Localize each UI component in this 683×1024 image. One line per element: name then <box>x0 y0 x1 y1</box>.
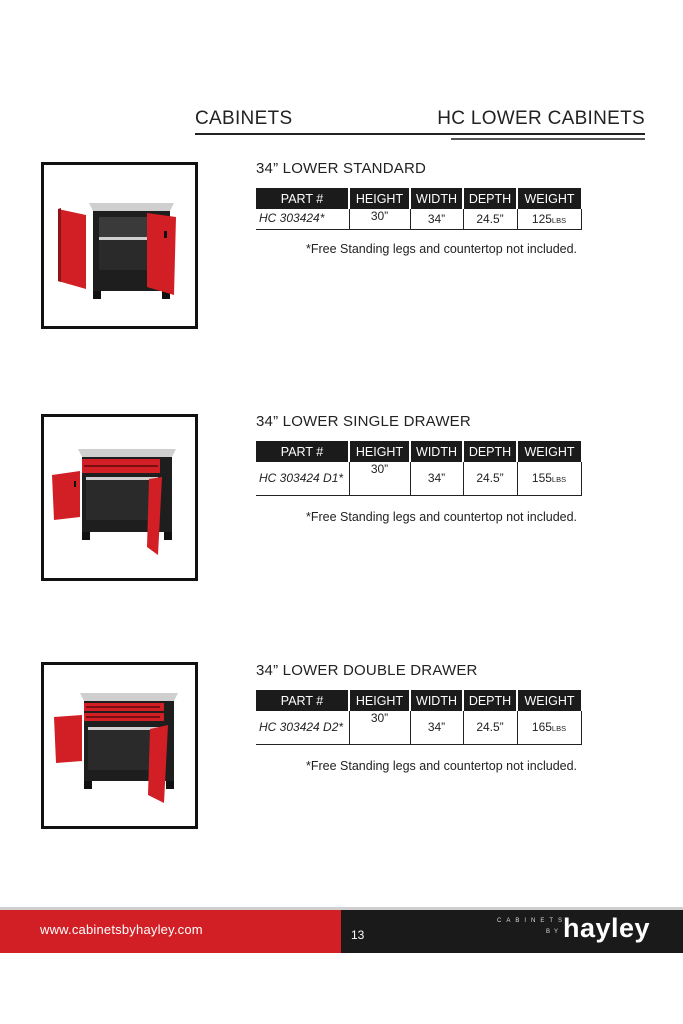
product-note: *Free Standing legs and countertop not included. <box>306 242 578 256</box>
width-value: 34” <box>410 711 463 744</box>
width-value: 34” <box>410 462 463 495</box>
weight-unit: LBS <box>551 215 567 225</box>
website-link[interactable]: www.cabinetsbyhayley.com <box>40 922 203 937</box>
product-title: 34” LOWER DOUBLE DRAWER <box>256 662 478 679</box>
header-weight: WEIGHT <box>517 441 581 462</box>
page-number: 13 <box>351 928 365 942</box>
spec-table-header-row <box>256 188 581 209</box>
header-width: WIDTH <box>410 690 463 711</box>
cabinet-single-drawer-photo <box>41 414 198 581</box>
cabinet-double-drawer-photo <box>41 662 198 829</box>
header-weight: WEIGHT <box>517 690 581 711</box>
weight-value <box>517 209 581 229</box>
page-header <box>195 106 645 136</box>
header-height: HEIGHT <box>349 441 410 462</box>
section-title: CABINETS <box>195 108 293 129</box>
header-depth: DEPTH <box>463 690 517 711</box>
header-part: PART # <box>256 690 349 711</box>
spec-table <box>256 188 582 230</box>
width-value: 34” <box>410 209 463 229</box>
category-title: HC LOWER CABINETS <box>437 108 645 129</box>
spec-table <box>256 690 582 745</box>
height-value: 30” <box>349 209 410 229</box>
part-number: HC 303424* <box>256 209 349 229</box>
header-width: WIDTH <box>410 188 463 209</box>
cabinet-standard-photo <box>41 162 198 329</box>
product-title: 34” LOWER STANDARD <box>256 160 427 177</box>
brand-logo-small-text: CABINETS <box>497 918 568 924</box>
depth-value: 24.5” <box>463 209 517 229</box>
weight-value <box>517 711 581 744</box>
header-rule <box>195 133 645 135</box>
weight-number: 165 <box>531 720 552 735</box>
weight-number: 125 <box>531 211 552 226</box>
spec-table-header-row <box>256 441 581 462</box>
brand-logo: hayley <box>563 913 651 943</box>
header-weight: WEIGHT <box>517 188 581 209</box>
part-number: HC 303424 D1* <box>256 462 349 495</box>
spec-table <box>256 441 582 496</box>
height-value: 30” <box>349 462 410 495</box>
product-note: *Free Standing legs and countertop not included. <box>306 510 578 524</box>
header-part: PART # <box>256 441 349 462</box>
table-row <box>256 462 581 495</box>
header-depth: DEPTH <box>463 441 517 462</box>
brand-logo-by-text: BY <box>546 929 563 935</box>
weight-number: 155 <box>531 471 552 486</box>
height-value: 30” <box>349 711 410 744</box>
depth-value: 24.5” <box>463 711 517 744</box>
weight-unit: LBS <box>551 724 567 734</box>
product-title: 34” LOWER SINGLE DRAWER <box>256 413 471 430</box>
header-depth: DEPTH <box>463 188 517 209</box>
weight-unit: LBS <box>551 475 567 485</box>
header-width: WIDTH <box>410 441 463 462</box>
header-part: PART # <box>256 188 349 209</box>
weight-value <box>517 462 581 495</box>
spec-table-header-row <box>256 690 581 711</box>
header-rule-secondary <box>451 138 645 140</box>
product-note: *Free Standing legs and countertop not included. <box>306 759 578 773</box>
table-row <box>256 209 581 229</box>
header-height: HEIGHT <box>349 188 410 209</box>
table-row <box>256 711 581 744</box>
depth-value: 24.5” <box>463 462 517 495</box>
header-height: HEIGHT <box>349 690 410 711</box>
part-number: HC 303424 D2* <box>256 711 349 744</box>
